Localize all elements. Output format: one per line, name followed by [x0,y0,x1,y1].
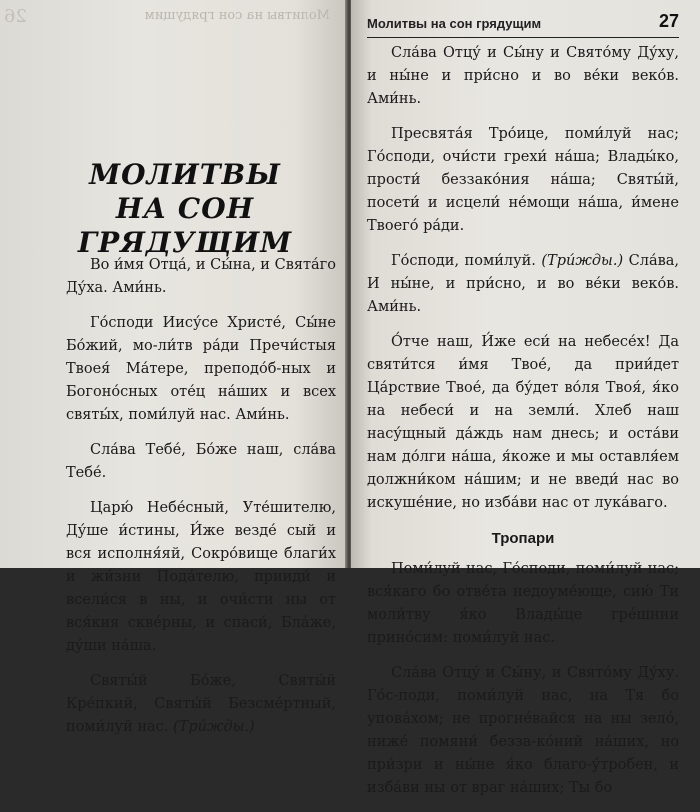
left-paragraph-1: Во и́мя Отца́, и Сы́на, и Свята́го Ду́ха. Ами́нь. [66,257,336,296]
left-page-number: 26 [4,6,27,27]
left-paragraph-5-main: Святы́й Бо́же, Святы́й Кре́пкий, Святы́й Безсме́ртный, поми́луй нас. [66,673,336,735]
section-heading-troparia: Тропари [491,530,555,547]
chapter-title [40,158,330,260]
left-paragraph-5 [66,670,336,739]
right-paragraph-6: Сла́ва Отцу́ и Сы́ну, и Свято́му Ду́ху. Го́с-поди, поми́луй нас, на Тя бо упова́хом; не прогне́вайся на ны зело́, ниже́ помяни́ безза-ко́ний на́ших, но при́зри и ны́не я́ко благо-у́тробен, и изба́ви ны от враг на́ших; Ты бо [367,665,679,796]
right-page-header [367,11,679,38]
left-text-block [66,254,336,751]
right-text-block [367,42,679,812]
left-page [0,0,347,735]
right-paragraph-3-note: (Три́жды.) [541,253,624,269]
right-paragraph-2: Пресвята́я Тро́ице, поми́луй нас; Го́споди, очи́сти грехи́ на́ша; Влады́ко, прости́ беззако́ния на́ша; Святы́й, посети́ и исцели́ не́мощи на́ша, и́мене Твоего́ ра́ди. [367,126,679,234]
chapter-title-line2: НА СОН ГРЯДУЩИМ [77,192,293,259]
left-paragraph-2: Го́споди Иису́се Христе́, Сы́не Бо́жий, мо-ли́тв ра́ди Пречи́стыя Твоея́ Ма́тере, преподо́б-ных и Богоно́сных оте́ц на́ших и всех святы́х, поми́луй нас. Ами́нь. [66,315,336,423]
right-paragraph-3-a: Го́споди, поми́луй. [391,253,536,269]
left-paragraph-3: Сла́ва Тебе́, Бо́же наш, сла́ва Тебе́. [66,442,336,481]
right-paragraph-3 [367,250,679,319]
left-paragraph-5-note: (Три́жды.) [173,719,255,735]
left-page-header: Молитвы на сон грядущим [144,8,330,23]
right-page-number: 27 [658,11,679,31]
right-paragraph-4: О́тче наш, И́же еси́ на небесе́х! Да святи́тся и́мя Твое́, да прии́дет Ца́рствие Твое́, да бу́дет во́ля Твоя́, я́ко на небеси́ и на земли́. Хлеб наш насу́щный да́ждь нам днесь; и оста́ви нам до́лги на́ша, я́коже и мы оставля́ем должни́ком на́шим; и не введи́ нас во искуше́ние, но изба́ви нас от лука́ваго. [367,334,679,511]
right-paragraph-5: Поми́луй нас, Го́споди, поми́луй нас; вся́каго бо отве́та недоуме́юще, сию́ Ти моли́тву я́ко Влады́це гре́шнии прино́сим: поми́луй нас. [367,561,679,646]
right-header-title: Молитвы на сон грядущим [367,16,542,31]
chapter-title-line1: МОЛИТВЫ [89,158,281,191]
left-paragraph-4: Царю́ Небе́сный, Уте́шителю, Ду́ше и́стины, И́же везде́ сый и вся исполня́яй, Сокро́вище благи́х и жи́зни Пода́телю, прииди́ и всели́ся в ны, и очи́сти ны от вся́кия скве́рны, и спаси́, Бла́же, ду́ши на́ша. [66,500,336,654]
right-paragraph-3-b: Сла́ва, И ны́не, и при́сно, и во ве́ки веко́в. Ами́нь. [367,253,680,315]
right-paragraph-1: Сла́ва Отцу́ и Сы́ну и Свято́му Ду́ху, и ны́не и при́сно и во ве́ки веко́в. Ами́нь. [367,45,679,107]
